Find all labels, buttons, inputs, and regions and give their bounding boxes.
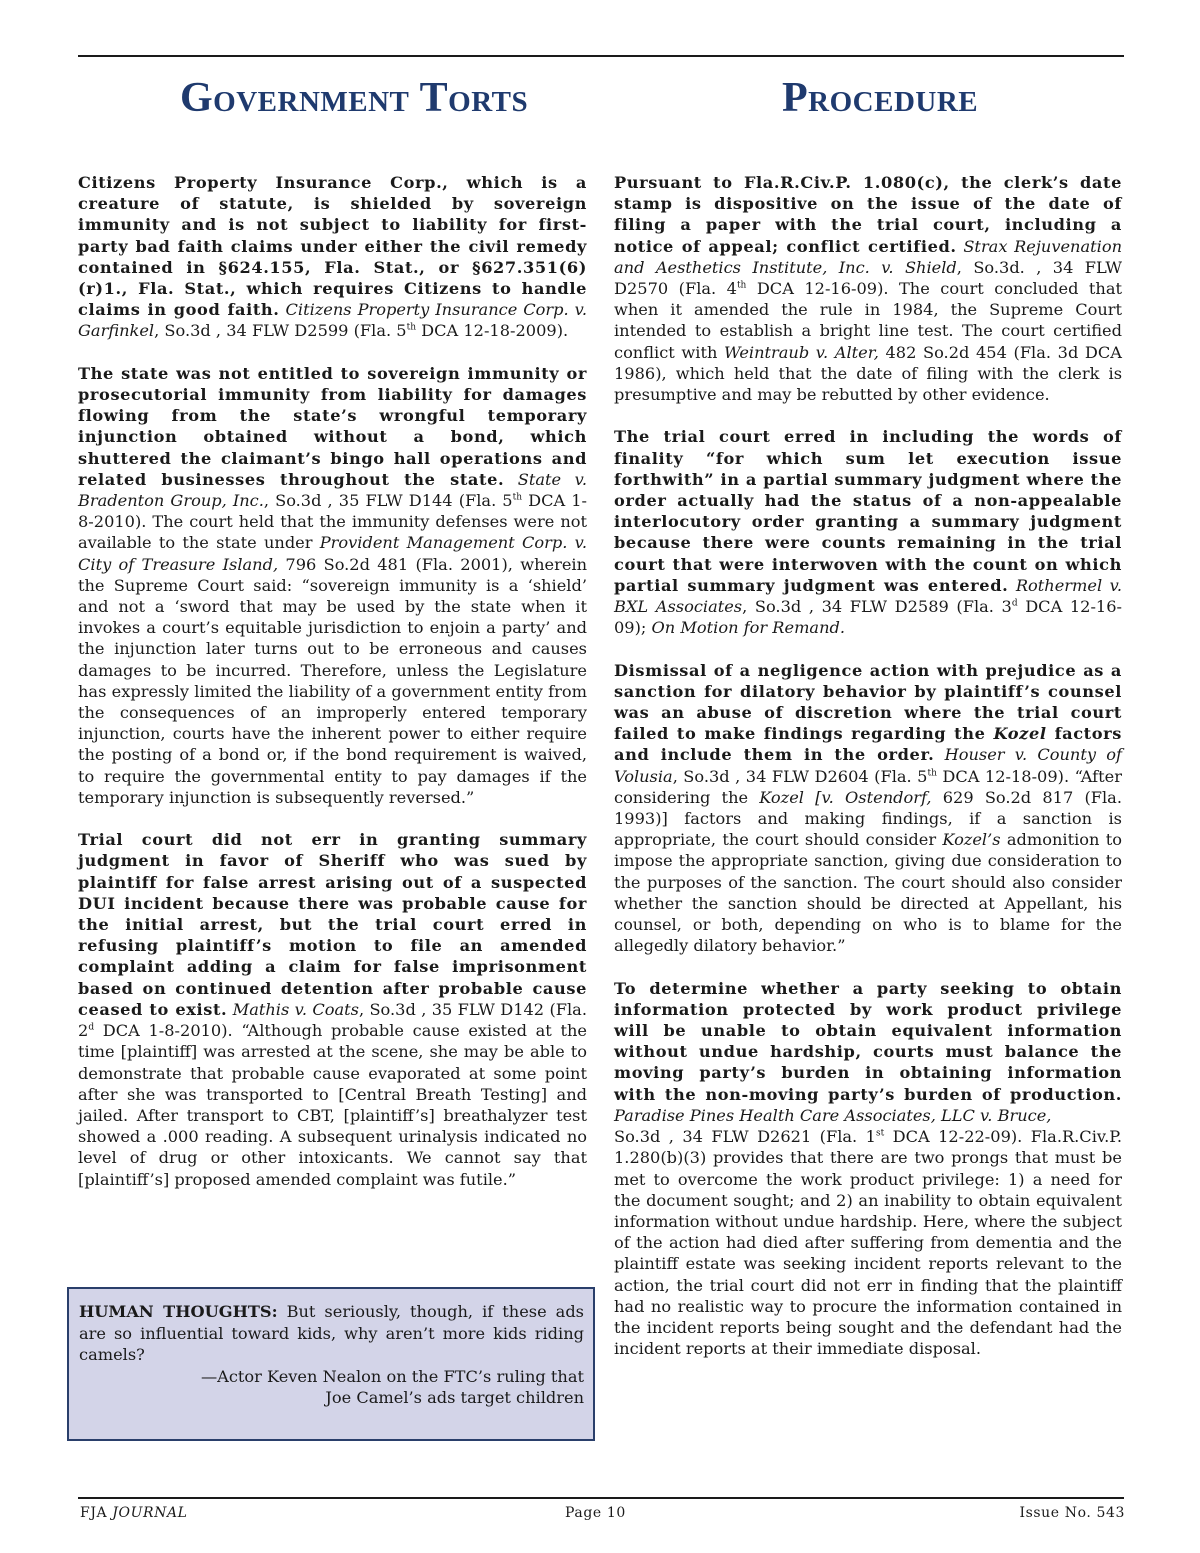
holding: To determine whether a party seeking to obtain information protected by work product privilege will be unable to obtain equivalent information without undue hardship, courts must balance the moving party’s burden in obtaining information with the non-moving party’s burden of production.: [614, 978, 1122, 1104]
case-summary: The state was not entitled to sovereign immunity or prosecutorial immunity from liability for damages flowing from the state’s wrongful temporary injunction obtained without a bond, which shuttered the claimant’s bingo hall operations and related businesses throughout the state. State v. Bradenton Group, Inc., So.3d , 35 FLW D144 (Fla. 5th DCA 1-8-2010). The court held that the immunity defenses were not available to the state under Provident Management Corp. v. City of Treasure Island, 796 So.2d 481 (Fla. 2001), wherein the Supreme Court said: “sovereign immunity is a ‘shield’ and not a ‘sword that may be used by the state when it invokes a court’s equitable jurisdiction to enjoin a party’ and the injunction later turns out to be erroneous and causes damages to be incurred. Therefore, unless the Legislature has expressly limited the liability of a government entity from the consequences of an improperly entered temporary injunction, courts have the inherent power to either require the posting of a bond or, if the bond requirement is waived, to require the governmental entity to pay damages if the temporary injunction is subsequently reversed.”: [78, 363, 588, 807]
case-summary: Trial court did not err in granting summary judgment in favor of Sheriff who was sued by plaintiff for false arrest arising out of a suspected DUI incident because there was probable cause for the initial arrest, but the trial court erred in refusing plaintiff’s motion to file an amended complaint adding a claim for false imprisonment based on continued detention after probable cause ceased to exist. Mathis v. Coats, So.3d , 35 FLW D142 (Fla. 2$^d$ DCA 1-8-2010). “Although probable cause existed at the time [plaintiff] was arrested at the scene, she may be able to demonstrate that probable cause evaporated at some point after she was transported to [Central Breath Testing] and jailed. After transport to CBT, [plaintiff’s] breathalyzer test showed a .000 reading. A subsequent urinalysis indicated no level of drug or other intoxicants. We cannot say that [plaintiff’s] proposed amended complaint was futile.”: [78, 830, 587, 1189]
citation: DCA 1-8-2010). The court held that the immunity defenses were not available to the state under: [78, 491, 587, 553]
case-name: State v. Bradenton Group, Inc.: [78, 469, 587, 511]
case-summary: Dismissal of a negligence action with prejudice as a sanction for dilatory behavior by plaintiff’s counsel was an abuse of discretion where the trial court failed to make findings regarding the Kozel factors and include them in the order. Houser v. County of Volusia, So.3d , 34 FLW D2604 (Fla. 5th DCA 12-18-09). “After considering the Kozel [v. Ostendorf, 629 So.2d 817 (Fla. 1993)] factors and making findings, if a sanction is appropriate, the court should consider Kozel’s admonition to impose the appropriate sanction, giving due consideration to the purposes of the sanction. The court should also consider whether the sanction should be directed at Appellant, his counsel, or both, depending on who is to blame for the allegedly dilatory behavior.”: [614, 660, 1122, 956]
citation: So.3d , 34 FLW D2621 (Fla. 1: [614, 1127, 876, 1147]
case-name: On Motion for Remand.: [651, 618, 845, 638]
citation: , So.3d , 35 FLW D144 (Fla. 5: [263, 491, 513, 511]
case-name: Strax Rejuvenation and Aesthetics Institute, Inc. v. Shield: [614, 236, 1122, 277]
case-name: Kozel [v. Ostendorf,: [759, 787, 932, 807]
citation: , So.3d , 34 FLW D2604 (Fla. 5: [672, 766, 928, 786]
case-summary: To determine whether a party seeking to obtain information protected by work product privilege will be unable to obtain equivalent information without undue hardship, courts must balance the moving party’s burden in obtaining information with the non-moving party’s burden of production. Paradise Pines Health Care Associates, LLC v. Bruce, So.3d , 34 FLW D2621 (Fla. 1st DCA 12-22-09). Fla.R.Civ.P. 1.280(b)(3) provides that there are two prongs that must be met to overcome the work product privilege: 1) a need for the document sought; and 2) an inability to obtain equivalent information without undue hardship. Here, where the subject of the action had died after suffering from dementia and the plaintiff estate was seeking incident reports relevant to the action, the trial court did not err in finding that the plaintiff had no realistic way to procure the information contained in the incident reports being sought and the defendant had the incident reports at their immediate disposal.: [614, 978, 1122, 1359]
citation: 629 So.2d 817 (Fla. 1993)] factors and making findings, if a sanction is appropriate, the court should consider: [614, 787, 1122, 850]
citation: , So.3d. , 34 FLW D2570 (Fla. 4: [614, 257, 1122, 299]
footer-page-number: Page 10: [565, 1505, 626, 1521]
citation: , So.3d , 35 FLW D142 (Fla. 2: [78, 999, 587, 1041]
quote-label: HUMAN THOUGHTS:: [79, 1302, 278, 1321]
citation: DCA 1-8-2010). “Although probable cause existed at the time [plaintiff] was arrested at the scene, she may be able to demonstrate that probable cause evaporated at some point after she was transported to [Central Breath Testing] and jailed. After transport to CBT, [plaintiff’s] breathalyzer test showed a .000 reading. A subsequent urinalysis indicated no level of drug or other intoxicants. We cannot say that [plaintiff’s] proposed amended complaint was futile.”: [78, 1021, 587, 1189]
holding: Trial court did not err in granting summary judgment in favor of Sheriff who was sued by plaintiff for false arrest arising out of a suspected DUI incident because there was probable cause for the initial arrest, but the trial court erred in refusing plaintiff’s motion to file an amended complaint adding a claim for false imprisonment based on continued detention after probable cause ceased to exist.: [78, 830, 587, 1019]
holding: Pursuant to Fla.R.Civ.P. 1.080(c), the clerk’s date stamp is dispositive on the issue of the date of filing a paper with the trial court, including a notice of appeal; conflict certified.: [614, 173, 1122, 256]
section-title-procedure: Procedure: [782, 75, 979, 121]
quote-attribution: —Actor Keven Nealon on the FTC’s ruling that: [200, 1366, 584, 1386]
case-name: Weintraub v. Alter,: [724, 342, 879, 362]
citation: DCA 12-18-2009).: [416, 321, 569, 341]
case-name: Mathis v. Coats: [232, 999, 359, 1019]
holding: The state was not entitled to sovereign immunity or prosecutorial immunity from liability for damages flowing from the state’s wrongful temporary injunction obtained without a bond, which shuttered the claimant’s bingo hall operations and related businesses throughout the state.: [78, 363, 587, 489]
holding: The trial court erred in including the words of finality “for which sum let execution issue forthwith” in a partial summary judgment where the order actually had the status of a non-appealable interlocutory order granting a summary judgment because there were counts remaining in the trial court that were interwoven with the count on which partial summary judgment was entered.: [614, 427, 1122, 595]
quote-attribution: Joe Camel’s ads target children: [325, 1388, 584, 1408]
quote-text: HUMAN THOUGHTS: But seriously, though, if these ads are so influential toward kids, why aren’t more kids riding camels?: [79, 1302, 584, 1365]
citation: , So.3d , 34 FLW D2589 (Fla. 3: [742, 597, 1012, 617]
case-name: Citizens Property Insurance Corp. v. Garfinkel: [78, 300, 587, 341]
case-name: Paradise Pines Health Care Associates, LLC v. Bruce,: [614, 1105, 1052, 1125]
top-rule: [78, 55, 1124, 57]
left-column: [78, 172, 587, 1211]
citation: admonition to impose the appropriate sanction, giving due consideration to the purposes of the sanction. The court should also consider whether the sanction should be directed at Appellant, his counsel, or both, depending on who is to blame for the allegedly dilatory behavior.”: [614, 830, 1122, 956]
citation: DCA 12-16-09);: [614, 597, 1122, 638]
footer-journal: FJA JOURNAL: [80, 1505, 188, 1521]
citation: , So.3d , 34 FLW D2599 (Fla. 5: [154, 321, 407, 341]
case-summary: Citizens Property Insurance Corp., which is a creature of statute, is shielded by sovereign immunity and is not subject to liability for first-party bad faith claims under either the civil remedy contained in §624.155, Fla. Stat., or §627.351(6)(r)1., Fla. Stat., which requires Citizens to handle claims in good faith. Citizens Property Insurance Corp. v. Garfinkel, So.3d , 34 FLW D2599 (Fla. 5th DCA 12-18-2009).: [78, 173, 587, 341]
footer-issue-number: Issue No. 543: [1019, 1505, 1125, 1521]
holding: Dismissal of a negligence action with prejudice as a sanction for dilatory behavior by plaintiff’s counsel was an abuse of discretion where the trial court failed to make findings regarding the Kozel factors and include them in the order.: [614, 660, 1122, 765]
human-thoughts-box: [67, 1287, 595, 1441]
holding: Citizens Property Insurance Corp., which is a creature of statute, is shielded by sovereign immunity and is not subject to liability for first-party bad faith claims under either the civil remedy contained in §624.155, Fla. Stat., or §627.351(6)(r)1., Fla. Stat., which requires Citizens to handle claims in good faith.: [78, 173, 587, 320]
case-name: Houser v. County of Volusia: [614, 745, 1122, 786]
case-name: Provident Management Corp. v. City of Treasure Island,: [78, 533, 587, 574]
citation: DCA 12-16-09). The court concluded that when it amended the rule in 1984, the Supreme Court intended to establish a bright line test. The court certified conflict with: [614, 279, 1122, 362]
case-name: Rothermel v. BXL Associates: [614, 575, 1122, 617]
bottom-rule: [78, 1497, 1124, 1499]
section-title-government-torts: Government Torts: [180, 75, 529, 121]
case-summary: The trial court erred in including the words of finality “for which sum let execution issue forthwith” in a partial summary judgment where the order actually had the status of a non-appealable interlocutory order granting a summary judgment because there were counts remaining in the trial court that were interwoven with the count on which partial summary judgment was entered. Rothermel v. BXL Associates, So.3d , 34 FLW D2589 (Fla. 3$^d$ DCA 12-16-09); On Motion for Remand.: [614, 427, 1122, 638]
citation: 482 So.2d 454 (Fla. 3d DCA 1986), which held that the date of filing with the clerk is presumptive and may be rebutted by other evidence.: [614, 342, 1122, 405]
case-summary: Pursuant to Fla.R.Civ.P. 1.080(c), the clerk’s date stamp is dispositive on the issue of the date of filing a paper with the trial court, including a notice of appeal; conflict certified. Strax Rejuvenation and Aesthetics Institute, Inc. v. Shield, So.3d. , 34 FLW D2570 (Fla. 4th DCA 12-16-09). The court concluded that when it amended the rule in 1984, the Supreme Court intended to establish a bright line test. The court certified conflict with Weintraub v. Alter, 482 So.2d 454 (Fla. 3d DCA 1986), which held that the date of filing with the clerk is presumptive and may be rebutted by other evidence.: [614, 173, 1122, 405]
case-name: Kozel’s: [942, 830, 1001, 850]
citation: DCA 12-18-09). “After considering the: [614, 766, 1122, 807]
citation: DCA 12-22-09). Fla.R.Civ.P. 1.280(b)(3) provides that there are two prongs that must be met to overcome the work product privilege: 1) a need for the document sought; and 2) an inability to obtain equivalent information without undue hardship. Here, where the subject of the action had died after suffering from dementia and the plaintiff estate was seeking incident reports relevant to the action, the trial court did not err in finding that the plaintiff had no realistic way to procure the information contained in the incident reports being sought and the defendant had the incident reports at their immediate disposal.: [614, 1127, 1122, 1359]
citation: 796 So.2d 481 (Fla. 2001), wherein the Supreme Court said: “sovereign immunity is a ‘shield’ and not a ‘sword that may be used by the state when it invokes a court’s equitable jurisdiction to enjoin a party’ and the injunction later turns out to be erroneous and causes damages to be incurred. Therefore, unless the Legislature has expressly limited the liability of a government entity from the consequences of an improperly entered temporary injunction, courts have the inherent power to either require the posting of a bond or, if the bond requirement is waived, to require the governmental entity to pay damages if the temporary injunction is subsequently reversed.”: [78, 554, 588, 807]
right-column: [614, 172, 1122, 1381]
